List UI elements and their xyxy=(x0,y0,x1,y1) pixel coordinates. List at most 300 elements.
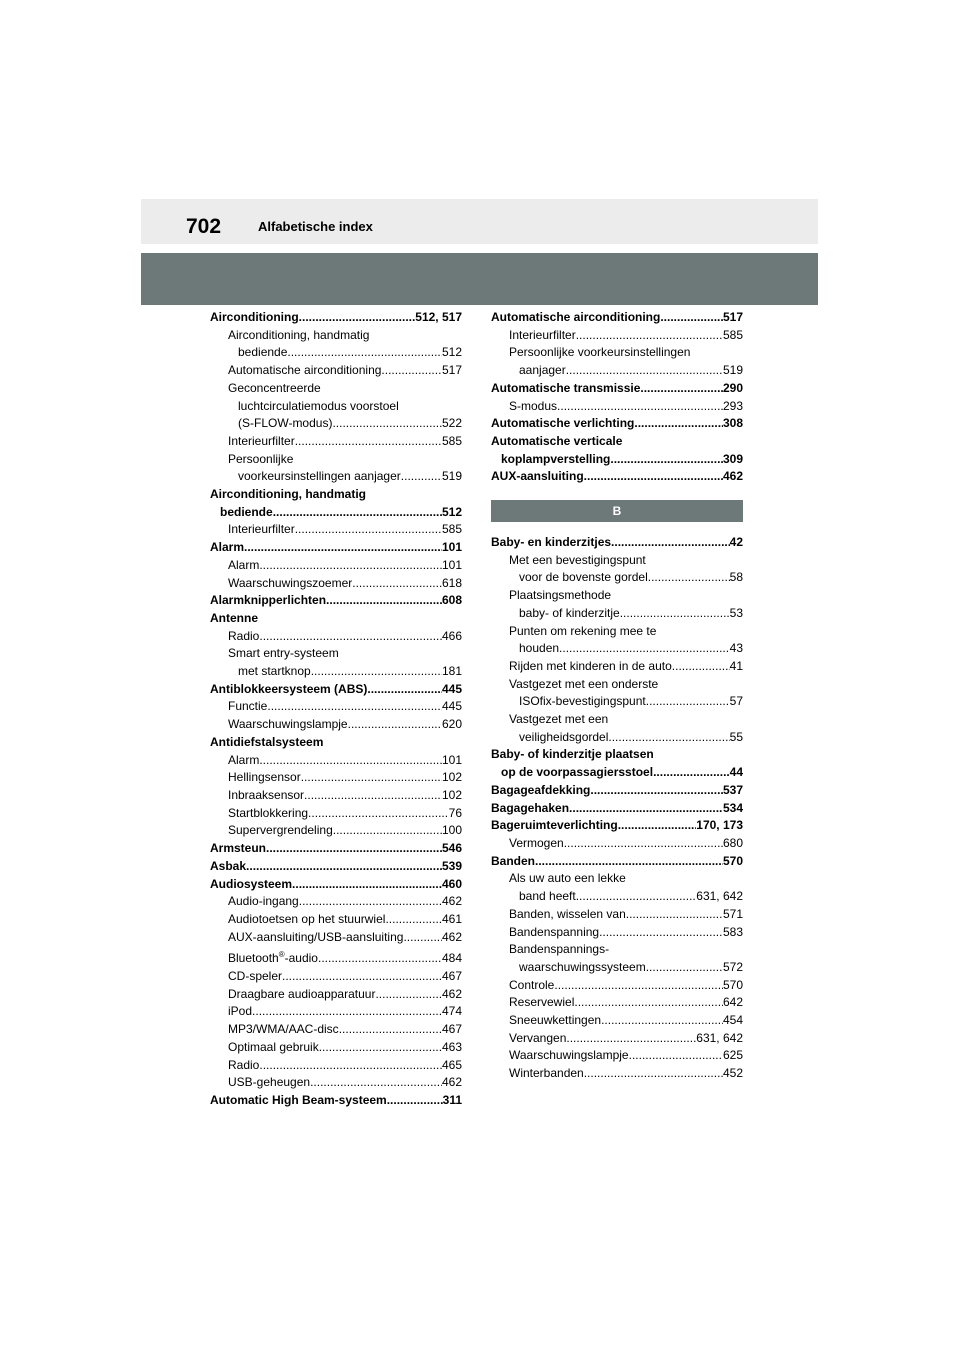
page-reference: 467 xyxy=(441,969,462,984)
index-sub-entry xyxy=(210,521,462,539)
page-reference: 572 xyxy=(722,959,743,974)
page-reference: 462 xyxy=(441,1075,462,1090)
dot-leader xyxy=(292,876,442,894)
index-sub-entry xyxy=(210,380,462,433)
entry-label: Inbraaksensor xyxy=(228,787,305,802)
index-sub-entry xyxy=(210,362,462,380)
dot-leader xyxy=(569,800,723,818)
dot-leader xyxy=(259,557,442,575)
entry-label: Controle xyxy=(509,977,555,992)
entry-label: Alarmknipperlichten xyxy=(210,593,327,608)
entry-label: Alarm xyxy=(228,557,260,572)
page-reference: 519 xyxy=(722,363,743,378)
section-title: Alfabetische index xyxy=(258,219,373,234)
index-sub-entry xyxy=(491,1030,743,1048)
index-main-entry xyxy=(210,539,462,557)
index-sub-entry xyxy=(210,557,462,575)
dot-leader xyxy=(326,592,442,610)
entry-label: Automatische airconditioning xyxy=(228,363,382,378)
dot-leader xyxy=(620,605,730,623)
page-reference: 517 xyxy=(722,310,743,324)
entry-label: Interieurfilter xyxy=(228,433,295,448)
index-sub-entry xyxy=(210,787,462,805)
page-reference: 76 xyxy=(448,805,462,820)
entry-label: MP3/WMA/AAC-disc xyxy=(228,1022,339,1037)
index-sub-entry xyxy=(491,552,743,587)
dot-leader xyxy=(259,1057,442,1075)
page-reference: 608 xyxy=(441,593,462,608)
index-sub-entry xyxy=(491,658,743,676)
entry-label: Banden, wisselen van xyxy=(509,906,626,921)
index-main-entry xyxy=(210,681,462,699)
dot-leader xyxy=(576,327,723,345)
page-reference: 445 xyxy=(441,699,462,714)
entry-label: Bagageafdekking xyxy=(491,782,591,797)
dot-leader xyxy=(385,911,442,929)
dot-leader xyxy=(618,817,697,835)
index-sub-entry xyxy=(210,946,462,968)
entry-label: (S-FLOW-modus) xyxy=(238,416,333,431)
dot-leader xyxy=(310,1074,442,1092)
index-sub-entry xyxy=(210,1003,462,1021)
index-sub-entry xyxy=(210,893,462,911)
entry-label: AUX-aansluiting/USB-aansluiting xyxy=(228,929,404,944)
dot-leader xyxy=(318,950,442,968)
dot-leader xyxy=(259,752,442,770)
page-reference: 460 xyxy=(441,876,462,891)
index-main-entry xyxy=(491,534,743,552)
page-reference: 181 xyxy=(441,664,462,679)
index-sub-entry xyxy=(210,752,462,770)
page-reference: 570 xyxy=(722,853,743,868)
page-reference: 474 xyxy=(441,1004,462,1019)
index-sub-entry xyxy=(210,822,462,840)
entry-label: Airconditioning xyxy=(210,310,299,324)
entry-label: Waarschuwingszoemer xyxy=(228,575,353,590)
page-reference: 517 xyxy=(441,363,462,378)
page-reference: 42 xyxy=(729,535,743,550)
dot-leader xyxy=(610,451,723,469)
page-reference: 642 xyxy=(722,995,743,1010)
dot-leader xyxy=(653,764,730,782)
entry-label: Audiosysteem xyxy=(210,876,293,891)
index-sub-entry xyxy=(491,623,743,658)
entry-label: Bagagehaken xyxy=(491,800,570,815)
page-reference: 512, 517 xyxy=(415,310,462,324)
page-reference: 512 xyxy=(441,345,462,360)
dot-leader xyxy=(584,468,723,486)
page-reference: 512 xyxy=(441,504,462,519)
dot-leader xyxy=(333,822,442,840)
index-sub-entry xyxy=(210,628,462,646)
entry-label: Antiblokkeersysteem (ABS) xyxy=(210,681,368,696)
index-main-entry xyxy=(210,734,462,752)
dot-leader xyxy=(672,658,730,676)
dot-leader xyxy=(332,415,442,433)
index-sub-entry xyxy=(491,344,743,379)
index-sub-entry xyxy=(491,906,743,924)
entry-label: Optimaal gebruik xyxy=(228,1039,319,1054)
page-reference: 53 xyxy=(729,605,743,620)
entry-label: Radio xyxy=(228,1057,260,1072)
dot-leader xyxy=(660,309,723,327)
section-letter-band: B xyxy=(491,500,743,522)
entry-label: veiligheidsgordel xyxy=(519,729,609,744)
page-reference: 41 xyxy=(729,658,743,673)
dot-leader xyxy=(348,716,442,734)
page-reference: 571 xyxy=(722,906,743,921)
entry-label: ISOfix-bevestigingspunt xyxy=(519,694,646,709)
entry-label: Baby- en kinderzitjes xyxy=(491,535,612,550)
page-reference: 534 xyxy=(722,800,743,815)
dot-leader xyxy=(299,309,416,327)
index-sub-entry xyxy=(491,870,743,905)
dot-leader xyxy=(339,1021,442,1039)
index-sub-entry xyxy=(210,1074,462,1092)
entry-label: Startblokkering xyxy=(228,805,309,820)
index-sub-entry xyxy=(210,968,462,986)
index-main-entry xyxy=(210,592,462,610)
dot-leader xyxy=(576,888,697,906)
dot-leader xyxy=(574,994,723,1012)
page-reference: 101 xyxy=(441,557,462,572)
page-reference: 170, 173 xyxy=(696,818,743,833)
index-sub-entry xyxy=(491,1012,743,1030)
dot-leader xyxy=(599,924,723,942)
dot-leader xyxy=(244,539,442,557)
dot-leader xyxy=(629,1047,723,1065)
page-reference: 467 xyxy=(441,1022,462,1037)
dot-leader xyxy=(352,575,442,593)
entry-label: Automatic High Beam-systeem xyxy=(210,1092,387,1107)
page-reference: 462 xyxy=(441,929,462,944)
entry-label: Armsteun xyxy=(210,841,267,856)
page-reference: 539 xyxy=(441,858,462,873)
entry-text-line: Met een bevestigingspunt xyxy=(509,552,646,567)
dot-leader xyxy=(301,769,442,787)
index-main-entry xyxy=(491,309,743,327)
page-reference: 522 xyxy=(441,416,462,431)
index-column-right xyxy=(491,309,743,1083)
index-sub-entry xyxy=(210,575,462,593)
page-reference: 466 xyxy=(441,628,462,643)
dot-leader xyxy=(246,858,442,876)
dot-leader xyxy=(287,344,442,362)
entry-label: op de voorpassagiersstoel xyxy=(501,765,654,780)
dot-leader xyxy=(611,534,730,552)
page-reference: 55 xyxy=(729,729,743,744)
page-reference: 585 xyxy=(441,522,462,537)
index-sub-entry xyxy=(491,1047,743,1065)
dot-leader xyxy=(266,840,442,858)
index-main-entry xyxy=(491,380,743,398)
entry-label: Waarschuwingslampje xyxy=(228,717,348,732)
index-column-left xyxy=(210,309,462,1110)
entry-label: iPod xyxy=(228,1004,253,1019)
entry-label: Waarschuwingslampje xyxy=(509,1048,629,1063)
entry-label: bediende xyxy=(238,345,288,360)
entry-text-line: Persoonlijke voorkeursinstellingen xyxy=(509,345,691,360)
page-reference: 625 xyxy=(722,1048,743,1063)
page-reference: 452 xyxy=(722,1066,743,1081)
page-reference: 290 xyxy=(722,380,743,395)
page-reference: 546 xyxy=(441,841,462,856)
dot-leader xyxy=(584,1065,723,1083)
entry-label: Hellingsensor xyxy=(228,770,301,785)
index-sub-entry xyxy=(210,805,462,823)
entry-label: koplampverstelling xyxy=(501,451,611,466)
dot-leader xyxy=(648,569,730,587)
dot-leader xyxy=(304,787,442,805)
header-band xyxy=(141,199,818,244)
dot-leader xyxy=(535,853,723,871)
dot-leader xyxy=(267,698,442,716)
index-sub-entry xyxy=(491,994,743,1012)
index-main-entry xyxy=(210,486,462,521)
index-sub-entry xyxy=(491,977,743,995)
entry-text-line: Bandenspannings- xyxy=(509,942,610,957)
dot-leader xyxy=(252,1003,442,1021)
page-reference: 465 xyxy=(441,1057,462,1072)
dot-leader xyxy=(259,628,442,646)
entry-label: Alarm xyxy=(210,540,245,555)
index-main-entry xyxy=(210,858,462,876)
dot-leader xyxy=(566,1030,696,1048)
entry-label: baby- of kinderzitje xyxy=(519,605,620,620)
dot-leader xyxy=(554,977,723,995)
entry-label: Antenne xyxy=(210,610,258,625)
entry-label: Automatische transmissie xyxy=(491,380,641,395)
page-reference: 44 xyxy=(729,765,743,780)
index-list xyxy=(491,534,743,1083)
index-main-entry xyxy=(210,840,462,858)
page-reference: 620 xyxy=(441,717,462,732)
page-reference: 101 xyxy=(441,540,462,555)
page-reference: 631, 642 xyxy=(696,889,743,904)
dot-leader xyxy=(590,782,723,800)
index-main-entry xyxy=(491,746,743,781)
index-main-entry xyxy=(210,610,462,628)
entry-label: Vervangen xyxy=(509,1030,567,1045)
index-list xyxy=(210,309,462,1110)
entry-text-line: Plaatsingsmethode xyxy=(509,588,612,603)
index-sub-entry xyxy=(210,716,462,734)
entry-label: Alarm xyxy=(228,752,260,767)
entry-label: Automatische verlichting xyxy=(491,416,635,431)
entry-text-line: luchtcirculatiemodus voorstoel xyxy=(238,398,399,413)
index-sub-entry xyxy=(210,986,462,1004)
page-reference: 585 xyxy=(722,327,743,342)
entry-text-line: Als uw auto een lekke xyxy=(509,871,626,886)
entry-label: S-modus xyxy=(509,398,558,413)
dot-leader xyxy=(557,398,723,416)
page-reference: 462 xyxy=(441,894,462,909)
entry-label: AUX-aansluiting xyxy=(491,469,584,484)
entry-label: Bluetooth®-audio xyxy=(228,950,318,966)
index-sub-entry xyxy=(210,929,462,947)
entry-label: Antidiefstalsysteem xyxy=(210,734,324,749)
entry-label: Functie xyxy=(228,699,268,714)
dot-leader xyxy=(367,681,442,699)
entry-label: met startknop xyxy=(238,664,311,679)
entry-label: Interieurfilter xyxy=(509,327,576,342)
entry-text-line: Persoonlijke xyxy=(228,451,294,466)
entry-label: Automatische airconditioning xyxy=(491,310,661,324)
entry-label: Interieurfilter xyxy=(228,522,295,537)
entry-text-line: Airconditioning, handmatig xyxy=(228,327,370,342)
page-reference: 311 xyxy=(442,1092,462,1107)
dot-leader xyxy=(634,415,723,433)
entry-label: voorkeursinstellingen aanjager xyxy=(238,469,401,484)
entry-label: Audio-ingang xyxy=(228,894,299,909)
page-reference: 484 xyxy=(441,951,462,966)
dot-leader xyxy=(564,835,723,853)
entry-text-line: Automatische verticale xyxy=(491,433,623,448)
index-sub-entry xyxy=(210,1021,462,1039)
page-reference: 680 xyxy=(722,835,743,850)
index-sub-entry xyxy=(210,327,462,362)
index-sub-entry xyxy=(210,1039,462,1057)
index-sub-entry xyxy=(491,835,743,853)
dot-leader xyxy=(646,693,730,711)
dot-leader xyxy=(601,1012,723,1030)
dot-leader xyxy=(308,805,449,823)
page-reference: 102 xyxy=(441,787,462,802)
page-reference: 308 xyxy=(722,416,743,431)
dot-leader xyxy=(403,929,442,947)
page-reference: 462 xyxy=(441,986,462,1001)
entry-label: Radio xyxy=(228,628,260,643)
decorative-band xyxy=(141,253,818,305)
entry-label: aanjager xyxy=(519,363,566,378)
entry-text-line: Geconcentreerde xyxy=(228,380,321,395)
dot-leader xyxy=(311,663,442,681)
index-sub-entry xyxy=(210,769,462,787)
entry-label: Winterbanden xyxy=(509,1066,584,1081)
entry-label: bediende xyxy=(220,504,273,519)
entry-label: Reservewiel xyxy=(509,995,575,1010)
index-sub-entry xyxy=(491,924,743,942)
entry-label: Bandenspanning xyxy=(509,924,600,939)
index-sub-entry xyxy=(491,327,743,345)
entry-text-line: Smart entry-systeem xyxy=(228,646,339,661)
page-reference: 618 xyxy=(441,575,462,590)
page-reference: 570 xyxy=(722,977,743,992)
index-main-entry xyxy=(491,853,743,871)
index-sub-entry xyxy=(210,698,462,716)
page-number: 702 xyxy=(186,215,222,238)
dot-leader xyxy=(646,959,723,977)
dot-leader xyxy=(282,968,442,986)
entry-text-line: Vastgezet met een xyxy=(509,712,609,727)
dot-leader xyxy=(295,433,442,451)
page-reference: 293 xyxy=(722,398,743,413)
dot-leader xyxy=(566,362,723,380)
index-main-entry xyxy=(491,817,743,835)
index-sub-entry xyxy=(210,645,462,680)
page-reference: 58 xyxy=(729,570,743,585)
page-reference: 102 xyxy=(441,770,462,785)
index-main-entry xyxy=(210,876,462,894)
dot-leader xyxy=(381,362,442,380)
entry-label: Asbak xyxy=(210,858,247,873)
index-main-entry xyxy=(491,468,743,486)
dot-leader xyxy=(295,521,442,539)
index-sub-entry xyxy=(491,587,743,622)
entry-label: CD-speler xyxy=(228,969,283,984)
page-reference: 537 xyxy=(722,782,743,797)
entry-label: waarschuwingssysteem xyxy=(519,959,646,974)
dot-leader xyxy=(319,1039,442,1057)
index-main-entry xyxy=(491,415,743,433)
page-reference: 57 xyxy=(729,694,743,709)
index-main-entry xyxy=(210,1092,462,1110)
page-reference: 631, 642 xyxy=(696,1030,743,1045)
dot-leader xyxy=(640,380,723,398)
index-list xyxy=(491,309,743,486)
entry-label: band heeft xyxy=(519,889,576,904)
page-reference: 519 xyxy=(441,469,462,484)
page-reference: 43 xyxy=(729,641,743,656)
entry-label: USB-geheugen xyxy=(228,1075,311,1090)
page-reference: 445 xyxy=(441,681,462,696)
dot-leader xyxy=(273,504,442,522)
page-reference: 461 xyxy=(441,911,462,926)
index-sub-entry xyxy=(491,398,743,416)
page-reference: 100 xyxy=(441,823,462,838)
page-reference: 454 xyxy=(722,1013,743,1028)
dot-leader xyxy=(387,1092,443,1110)
page-reference: 583 xyxy=(722,924,743,939)
index-sub-entry xyxy=(491,941,743,976)
index-sub-entry xyxy=(210,1057,462,1075)
entry-label: Bageruimteverlichting xyxy=(491,818,618,833)
dot-leader xyxy=(559,640,730,658)
page-reference: 463 xyxy=(441,1039,462,1054)
entry-label: Supervergrendeling xyxy=(228,823,333,838)
index-main-entry xyxy=(491,800,743,818)
page-reference: 462 xyxy=(722,469,743,484)
entry-label: Audiotoetsen op het stuurwiel xyxy=(228,911,386,926)
dot-leader xyxy=(401,468,442,486)
entry-text-line: Baby- of kinderzitje plaatsen xyxy=(491,747,654,762)
index-sub-entry xyxy=(210,433,462,451)
dot-leader xyxy=(608,729,729,747)
entry-label: houden xyxy=(519,641,560,656)
entry-label: Rijden met kinderen in de auto xyxy=(509,658,672,673)
dot-leader xyxy=(299,893,442,911)
index-main-entry xyxy=(210,309,462,327)
index-sub-entry xyxy=(210,911,462,929)
entry-label: Sneeuwkettingen xyxy=(509,1013,602,1028)
index-sub-entry xyxy=(491,676,743,711)
page-reference: 585 xyxy=(441,433,462,448)
index-main-entry xyxy=(491,782,743,800)
index-sub-entry xyxy=(491,1065,743,1083)
dot-leader xyxy=(626,906,723,924)
entry-text-line: Airconditioning, handmatig xyxy=(210,487,366,502)
entry-text-line: Vastgezet met een onderste xyxy=(509,676,659,691)
page-reference: 309 xyxy=(722,451,743,466)
entry-label: Vermogen xyxy=(509,835,564,850)
index-sub-entry xyxy=(491,711,743,746)
index-sub-entry xyxy=(210,451,462,486)
index-main-entry xyxy=(491,433,743,468)
entry-label: Banden xyxy=(491,853,536,868)
dot-leader xyxy=(375,986,442,1004)
entry-text-line: Punten om rekening mee te xyxy=(509,623,657,638)
entry-label: voor de bovenste gordel xyxy=(519,570,648,585)
